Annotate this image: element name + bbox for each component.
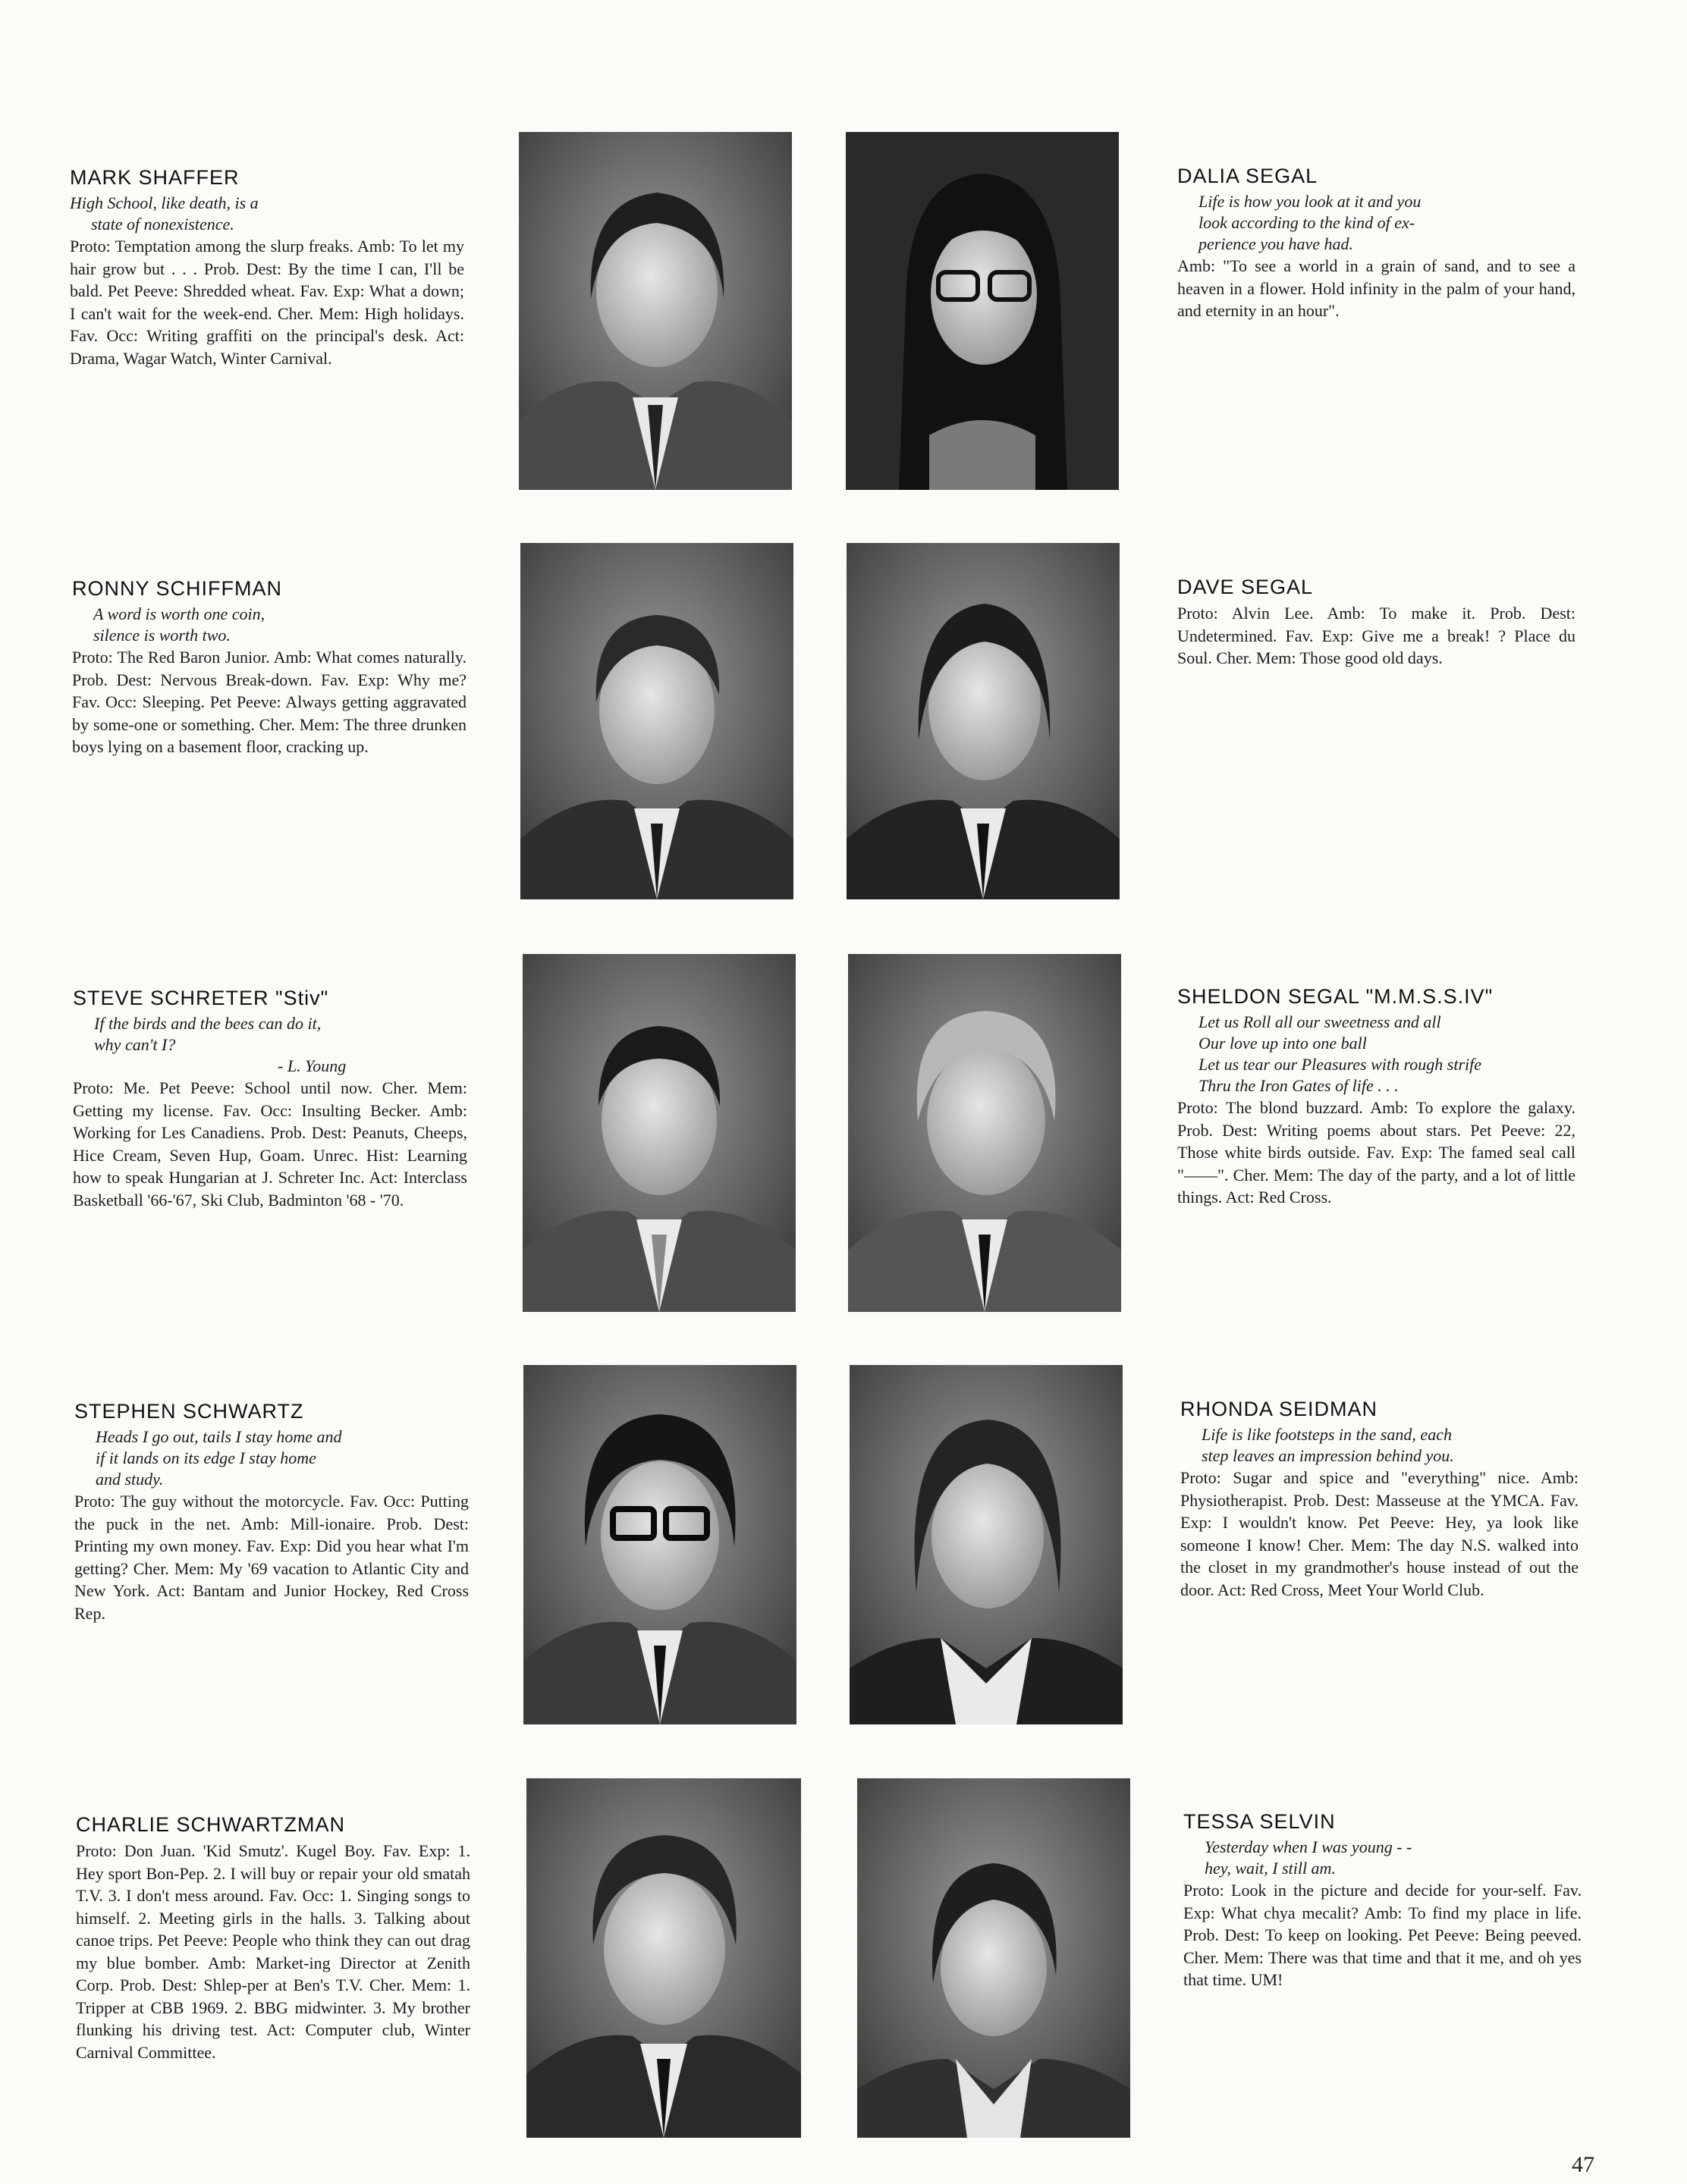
student-photo-schwartzman — [526, 1778, 801, 2138]
student-name: DAVE SEGAL — [1177, 576, 1314, 598]
student-quote-line: If the birds and the bees can do it, — [94, 1014, 322, 1033]
student-name: RHONDA SEIDMAN — [1180, 1398, 1378, 1420]
student-entry-sheldon-segal — [1177, 984, 1575, 1209]
student-quote-line: if it lands on its edge I stay home — [96, 1448, 316, 1467]
student-name: STEVE SCHRETER "Stiv" — [73, 987, 329, 1009]
quote-attribution: - L. Young — [278, 1056, 347, 1075]
student-name: CHARLIE SCHWARTZMAN — [76, 1813, 346, 1836]
student-quote-line: state of nonexistence. — [91, 215, 234, 234]
student-entry-shaffer — [70, 165, 464, 369]
student-bio: Amb: "To see a world in a grain of sand, and to see a heaven in a flower. Hold infinity in the palm of your hand, and eternity in an hour". — [1177, 256, 1575, 320]
student-entry-schreter — [73, 986, 467, 1211]
student-quote-line: and study. — [96, 1470, 164, 1489]
student-name: RONNY SCHIFFMAN — [72, 577, 283, 600]
student-photo-selvin — [857, 1778, 1130, 2138]
student-entry-dalia-segal — [1177, 164, 1575, 322]
student-bio: Proto: Sugar and spice and "everything" nice. Amb: Physiotherapist. Prob. Dest: Masseuse at the YMCA. Fav. Exp: I wouldn't know. Pet Peeve: Hey, ya look like someone I know! Cher. Mem: The day N.S. walked into the closet in my grandmother's house instead of out the door. Act: Red Cross, Meet Your World Club. — [1180, 1468, 1579, 1599]
student-entry-schiffman — [72, 576, 467, 758]
student-quote-line: silence is worth two. — [93, 626, 231, 645]
student-name: TESSA SELVIN — [1183, 1810, 1336, 1833]
student-name: STEPHEN SCHWARTZ — [74, 1400, 304, 1423]
student-bio: Proto: Alvin Lee. Amb: To make it. Prob. Dest: Undetermined. Fav. Exp: Give me a break! ? Place du Soul. Cher. Mem: Those good old days. — [1177, 604, 1575, 667]
student-bio: Proto: The blond buzzard. Amb: To explore the galaxy. Prob. Dest: Writing poems about stars. Pet Peeve: 22, Those white birds outside. Fav. Exp: The famed seal call "——". Cher. Mem: The day of the party, and a lot of little things. Act: Red Cross. — [1177, 1098, 1575, 1207]
student-entry-selvin — [1183, 1809, 1582, 1991]
page-number: 47 — [1572, 2152, 1594, 2177]
student-name: MARK SHAFFER — [70, 166, 240, 189]
student-name: SHELDON SEGAL "M.M.S.S.IV" — [1177, 985, 1494, 1008]
student-entry-schwartzman — [76, 1812, 470, 2063]
student-quote-line: perience you have had. — [1198, 234, 1354, 253]
student-photo-schiffman — [520, 543, 793, 899]
student-photo-schreter — [523, 954, 796, 1312]
student-photo-sheldon-segal — [848, 954, 1121, 1312]
student-quote-line: hey, wait, I still am. — [1205, 1859, 1336, 1878]
student-name: DALIA SEGAL — [1177, 165, 1318, 187]
student-photo-dalia-segal — [846, 132, 1119, 490]
student-bio: Proto: Me. Pet Peeve: School until now. Cher. Mem: Getting my license. Fav. Occ: Insulting Becker. Amb: Working for Les Canadiens. Prob. Dest: Peanuts, Cheeps, Hice Cream, Seven Hup, Goam. Unrec. Hist: Learning how to speak Hungarian at J. Schreter Inc. Act: Interclass Basketball '66-'67, Ski Club, Badminton '68 - '70. — [73, 1078, 467, 1210]
student-quote-line: High School, like death, is a — [70, 193, 259, 212]
student-quote-line: Yesterday when I was young - - — [1205, 1837, 1412, 1856]
student-entry-seidman — [1180, 1397, 1579, 1601]
student-photo-shaffer — [519, 132, 792, 490]
student-photo-dave-segal — [847, 543, 1120, 899]
student-photo-schwartz — [523, 1365, 796, 1724]
student-quote-line: Let us Roll all our sweetness and all — [1198, 1012, 1441, 1031]
student-bio: Proto: The Red Baron Junior. Amb: What comes naturally. Prob. Dest: Nervous Break-down. Fav. Exp: Why me? Fav. Occ: Sleeping. Pet Peeve: Always getting aggravated by some-one or something. Cher. Mem: The three drunken boys lying on a basement floor, cracking up. — [72, 648, 467, 756]
student-bio: Proto: Temptation among the slurp freaks. Amb: To let my hair grow but . . . Prob. Dest: By the time I can, I'll be bald. Pet Peeve: Shredded wheat. Fav. Exp: What a down; I can't wait for the week-end. Cher. Mem: High holidays. Fav. Occ: Writing graffiti on the principal's desk. Act: Drama, Wagar Watch, Winter Carnival. — [70, 237, 464, 368]
student-quote-line: Life is how you look at it and you — [1198, 192, 1422, 211]
student-quote-line: Heads I go out, tails I stay home and — [96, 1427, 342, 1446]
student-quote-line: Let us tear our Pleasures with rough strife — [1198, 1055, 1481, 1074]
student-bio: Proto: Don Juan. 'Kid Smutz'. Kugel Boy. Fav. Exp: 1. Hey sport Bon-Pep. 2. I will buy or repair your old smatah T.V. 3. I don't mess around. Fav. Occ: 1. Singing songs to himself. 2. Meeting girls in the halls. 3. Talking about canoe trips. Pet Peeve: People who think they can out drag my blue bomber. Amb: Market-ing Director at Zenith Corp. Prob. Dest: Shlep-per at Ben's T.V. Cher. Mem: 1. Tripper at CBB 1969. 2. BBG midwinter. 3. My brother flunking his driving test. Act: Computer club, Winter Carnival Committee. — [76, 1841, 470, 2062]
student-photo-seidman — [850, 1365, 1123, 1724]
student-bio: Proto: Look in the picture and decide for your-self. Fav. Exp: What chya mecalit? Amb: To find my place in life. Prob. Dest: To keep on looking. Pet Peeve: Being peeved. Cher. Mem: There was that time and that it me, and oh yes that time. UM! — [1183, 1881, 1582, 1989]
student-quote-line: step leaves an impression behind you. — [1202, 1446, 1454, 1465]
student-quote-line: Our love up into one ball — [1198, 1034, 1367, 1053]
student-entry-schwartz — [74, 1399, 469, 1624]
student-quote-line: Thru the Iron Gates of life . . . — [1198, 1076, 1399, 1095]
student-quote-line: why can't I? — [94, 1035, 176, 1054]
student-quote-line: A word is worth one coin, — [93, 604, 265, 623]
student-entry-dave-segal — [1177, 575, 1575, 670]
student-quote-line: Life is like footsteps in the sand, each — [1202, 1425, 1452, 1444]
student-bio: Proto: The guy without the motorcycle. Fav. Occ: Putting the puck in the net. Amb: Mill-ionaire. Prob. Dest: Printing my own money. Fav. Exp: Did you hear what I'm getting? Cher. Mem: My '69 vacation to Atlantic City and New York. Act: Bantam and Junior Hockey, Red Cross Rep. — [74, 1492, 469, 1623]
student-quote-line: look according to the kind of ex- — [1198, 213, 1415, 232]
